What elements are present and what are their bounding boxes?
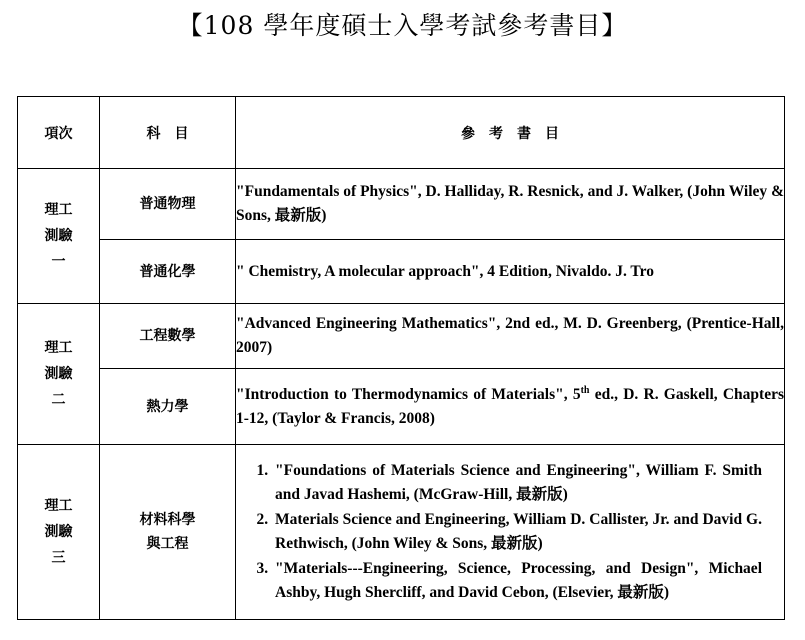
subject-name: 熱力學: [146, 398, 189, 415]
item-label-line: 測驗: [44, 524, 73, 540]
reference-text: ed., D. R. Gaskell, Chapters 1-12, (Taylor & Francis, 2008): [236, 385, 784, 427]
subject-cell: [100, 304, 236, 369]
header-item: 項次: [18, 97, 100, 169]
item-label-line: 理工: [44, 498, 73, 514]
item-label-line: 一: [51, 254, 66, 270]
table-row: [18, 240, 785, 304]
header-subject: 科 目: [100, 97, 236, 169]
list-item: 3. "Materials---Engineering, Science, Processing, and Design", Michael Ashby, Hugh Shercliff, and David Cebon, (Elsevier, 最新版): [272, 557, 762, 606]
item-label-line: 理工: [44, 340, 73, 356]
reference-cell: [236, 240, 785, 304]
list-item: 1. "Foundations of Materials Science and Engineering", William F. Smith and Javad Hashemi, (McGraw-Hill, 最新版): [272, 459, 762, 508]
reference-cell: [236, 445, 785, 620]
item-cell-1: [18, 169, 100, 304]
subject-name: 普通物理: [139, 196, 196, 212]
reference-cell: [236, 369, 785, 445]
reference-text: "Introduction to Thermodynamics of Materials", 5: [236, 385, 581, 403]
subject-cell: [100, 169, 236, 240]
page-title: 【108 學年度碩士入學考試參考書目】: [177, 11, 628, 40]
item-cell-2: [18, 304, 100, 445]
subject-cell: [100, 369, 236, 445]
reference-cell: "Fundamentals of Physics", D. Halliday, R. Resnick, and J. Walker, (John Wiley & Sons, 最新版): [236, 169, 785, 240]
table-row: [18, 445, 785, 620]
reference-text: " Chemistry, A molecular approach", 4 Edition, Nivaldo. J. Tro: [236, 262, 654, 280]
header-reference: 參 考 書 目: [236, 97, 785, 169]
table-row: [18, 369, 785, 445]
table-row: [18, 169, 785, 240]
item-cell-3: [18, 445, 100, 620]
subject-cell: [100, 240, 236, 304]
superscript: th: [580, 384, 590, 396]
subject-cell: [100, 445, 236, 620]
item-label-line: 二: [51, 392, 66, 408]
reference-cell: "Advanced Engineering Mathematics", 2nd ed., M. D. Greenberg, (Prentice-Hall, 2007): [236, 304, 785, 369]
item-label-line: 測驗: [44, 366, 73, 382]
reference-table: [17, 96, 785, 620]
header-row: [18, 97, 785, 169]
subject-name: 材料科學: [139, 512, 196, 528]
table-row: [18, 304, 785, 369]
item-label-line: 測驗: [44, 228, 73, 244]
item-label-line: 三: [51, 550, 66, 566]
item-label-line: 理工: [44, 202, 73, 218]
subject-name: 與工程: [146, 536, 189, 552]
subject-name: 普通化學: [139, 263, 196, 280]
subject-name: 工程數學: [139, 328, 196, 344]
list-item: 2. Materials Science and Engineering, William D. Callister, Jr. and David G. Rethwisch, (John Wiley & Sons, 最新版): [272, 508, 762, 557]
reference-list: [248, 459, 762, 606]
